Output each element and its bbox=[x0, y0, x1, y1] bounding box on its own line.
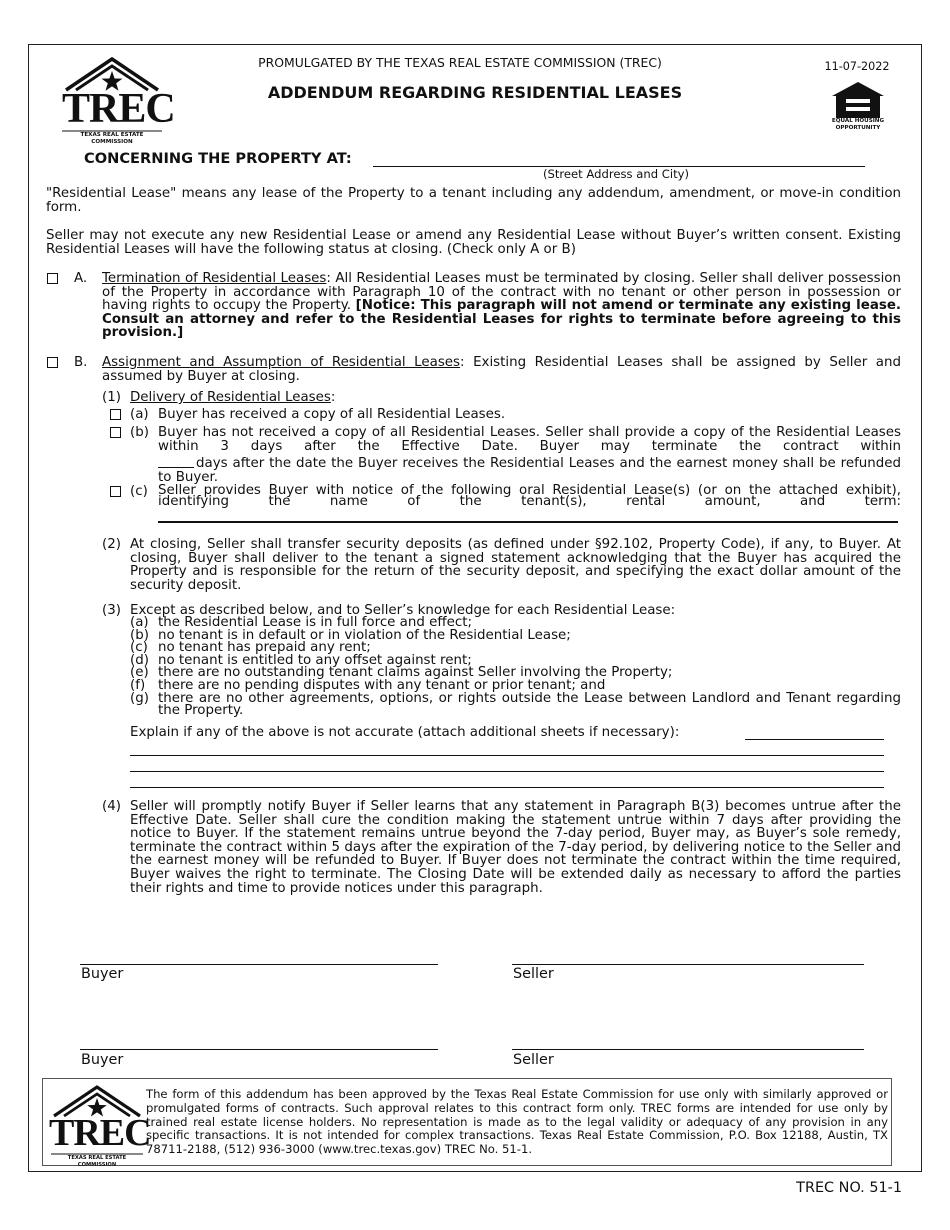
property-address-field[interactable] bbox=[373, 150, 865, 167]
buyer-signature-line-1[interactable] bbox=[80, 964, 438, 965]
b3-explain-line-1[interactable] bbox=[745, 739, 884, 740]
trec-logo-text: TREC bbox=[62, 86, 175, 132]
b3-item-text: no tenant is in default or in violation of the Residential Lease; bbox=[158, 627, 571, 643]
equal-housing-logo bbox=[826, 80, 890, 134]
b1a-label: (a) bbox=[130, 407, 149, 422]
section-b-checkbox[interactable] bbox=[47, 357, 58, 368]
property-caption: (Street Address and City) bbox=[542, 167, 690, 181]
buyer-label-2: Buyer bbox=[81, 1052, 124, 1068]
b3-item-text: the Residential Lease is in full force and effect; bbox=[158, 615, 472, 630]
section-a-body: : All Residential Leases must be terminated by closing. Seller shall deliver possession of the Property in accordance with Paragraph 10 of the contract with no tenant or other person in possession or having rights to occupy the Property. bbox=[102, 271, 901, 314]
footer-box bbox=[42, 1078, 892, 1166]
b3-item-label: (b) bbox=[130, 627, 149, 643]
form-number: TREC NO. 51-1 bbox=[796, 1180, 902, 1196]
trec-logo bbox=[60, 56, 175, 145]
equal-housing-icon bbox=[826, 80, 890, 120]
b1a-text: Buyer has received a copy of all Residential Leases. bbox=[158, 407, 506, 422]
b1b-text-2: days after the date the Buyer receives the Residential Leases and the earnest money shall be refunded to Buyer. bbox=[158, 456, 901, 485]
b2-number: (2) bbox=[102, 537, 121, 552]
equal-housing-line1: EQUAL HOUSING bbox=[831, 118, 885, 124]
b3-explain-line-4[interactable] bbox=[130, 787, 884, 788]
b3-explain-line-3[interactable] bbox=[130, 771, 884, 772]
b3-item-text: no tenant is entitled to any offset against rent; bbox=[158, 652, 472, 668]
b3-explain-label: Explain if any of the above is not accurate (attach additional sheets if necessary): bbox=[130, 725, 680, 740]
b4-text: Seller will promptly notify Buyer if Seller learns that any statement in Paragraph B(3) becomes untrue after the Effective Date. Seller shall cure the condition making the statement untrue within 7 days after providing the notice to Buyer. If the statement remains untrue beyond the 7-day period, Buyer may, as Buyer’s sole remedy, terminate the contract within 5 days after the expiration of the 7-day period, by delivering notice to the Seller and the earnest money will be refunded to Buyer. If Buyer does not terminate the contract within the time required, Buyer waives the right to terminate. The Closing Date will be extended daily as necessary to afford the parties their rights and time to provide notices under this paragraph. bbox=[130, 799, 901, 896]
b1b-text-cont bbox=[158, 457, 901, 484]
section-a-heading: Termination of Residential Leases bbox=[102, 271, 327, 286]
seller-label-1: Seller bbox=[513, 966, 554, 982]
b3-item-text: there are no pending disputes with any tenant or prior tenant; and bbox=[158, 678, 606, 693]
b1a-checkbox[interactable] bbox=[110, 409, 121, 420]
b3-item-text: there are no other agreements, options, or rights outside the Lease between Landlord and Tenant regarding the Property. bbox=[158, 690, 901, 719]
b3-item-label: (e) bbox=[130, 665, 149, 681]
b1c-answer-line[interactable] bbox=[158, 521, 898, 523]
b1b-checkbox[interactable] bbox=[110, 427, 121, 438]
intro-paragraph-2: Seller may not execute any new Residential Lease or amend any Residential Lease without Buyer’s written consent. Existing Residential Leases will have the following status at closing. (Check only A or B) bbox=[46, 228, 901, 257]
trec-logo-subtitle: TEXAS REAL ESTATE COMMISSION bbox=[80, 132, 144, 145]
section-a-notice: [Notice: This paragraph will not amend or terminate any existing lease. Consult an attorney and refer to the Residential Leases for rights to terminate before agreeing to this provision.] bbox=[102, 298, 902, 341]
b3-item-label: (f) bbox=[130, 678, 146, 693]
b3-item-label: (d) bbox=[130, 652, 149, 668]
seller-signature-line-2[interactable] bbox=[512, 1049, 864, 1050]
footer-trec-logo bbox=[49, 1084, 151, 1168]
equal-housing-line2: OPPORTUNITY bbox=[835, 125, 881, 131]
b1-number: (1) bbox=[102, 390, 121, 405]
b4-number: (4) bbox=[102, 799, 121, 814]
form-date: 11-07-2022 bbox=[824, 60, 890, 73]
section-b-letter: B. bbox=[74, 355, 88, 370]
page-title: ADDENDUM REGARDING RESIDENTIAL LEASES bbox=[267, 83, 683, 102]
section-a-letter: A. bbox=[74, 271, 88, 286]
section-b-text bbox=[102, 356, 901, 383]
b1-colon: : bbox=[330, 390, 336, 405]
b2-text: At closing, Seller shall transfer security deposits (as defined under §92.102, Property Code), if any, to Buyer. At closing, Buyer shall deliver to the tenant a signed statement acknowledging that the Buyer has acquired the Property and is responsible for the return of the security deposit, and specifying the exact dollar amount of the security deposit. bbox=[130, 537, 901, 593]
footer-logo-subtitle: TEXAS REAL ESTATE COMMISSION bbox=[67, 1155, 127, 1168]
b3-item-label: (g) bbox=[130, 690, 149, 706]
seller-signature-line-1[interactable] bbox=[512, 964, 864, 965]
b1b-label: (b) bbox=[130, 425, 149, 440]
section-b-heading: Assignment and Assumption of Residential Leases bbox=[102, 355, 461, 370]
b1-heading: Delivery of Residential Leases bbox=[130, 390, 331, 405]
footer-logo-text: TREC bbox=[49, 1112, 151, 1154]
b3-explain-line-2[interactable] bbox=[130, 755, 884, 756]
b1b-text: Buyer has not received a copy of all Residential Leases. Seller shall provide a copy of the Residential Leases within 3 days after the Effective Date. Buyer may terminate the contract within bbox=[158, 425, 901, 454]
b3-text: Except as described below, and to Seller’s knowledge for each Residential Lease: bbox=[130, 603, 676, 618]
property-label: CONCERNING THE PROPERTY AT: bbox=[84, 150, 352, 167]
section-a-text bbox=[102, 272, 901, 340]
b3-item-text: no tenant has prepaid any rent; bbox=[158, 640, 371, 656]
b3-item-label: (c) bbox=[130, 640, 148, 656]
buyer-signature-line-2[interactable] bbox=[80, 1049, 438, 1050]
b1-heading-line bbox=[130, 391, 335, 405]
seller-label-2: Seller bbox=[513, 1052, 554, 1068]
b3-item-text: there are no outstanding tenant claims against Seller involving the Property; bbox=[158, 665, 673, 681]
footer-disclaimer: The form of this addendum has been approved by the Texas Real Estate Commission for use only with similarly approved or promulgated forms of contracts. Such approval relates to this contract form only. TREC forms are intended for use only by trained real estate license holders. No representation is made as to the legal validity or adequacy of any provision in any specific transactions. It is not intended for complex transactions. Texas Real Estate Commission, P.O. Box 12188, Austin, TX 78711-2188, (512) 936-3000 (www.trec.texas.gov) TREC No. 51-1. bbox=[146, 1087, 888, 1157]
b1c-checkbox[interactable] bbox=[110, 486, 121, 497]
buyer-label-1: Buyer bbox=[81, 966, 124, 982]
section-b-body: : Existing Residential Leases shall be assigned by Seller and assumed by Buyer at closing. bbox=[102, 355, 901, 384]
promulgated-line: PROMULGATED BY THE TEXAS REAL ESTATE COMMISSION (TREC) bbox=[258, 55, 662, 70]
b3-number: (3) bbox=[102, 603, 121, 618]
section-a-checkbox[interactable] bbox=[47, 273, 58, 284]
b1c-label: (c) bbox=[130, 484, 148, 499]
intro-paragraph-1: "Residential Lease" means any lease of the Property to a tenant including any addendum, amendment, or move-in condition form. bbox=[46, 186, 901, 215]
b3-item-label: (a) bbox=[130, 615, 149, 630]
b1c-text: Seller provides Buyer with notice of the following oral Residential Lease(s) (or on the attached exhibit), identifying the name of the tenant(s), rental amount, and term: bbox=[158, 483, 901, 510]
